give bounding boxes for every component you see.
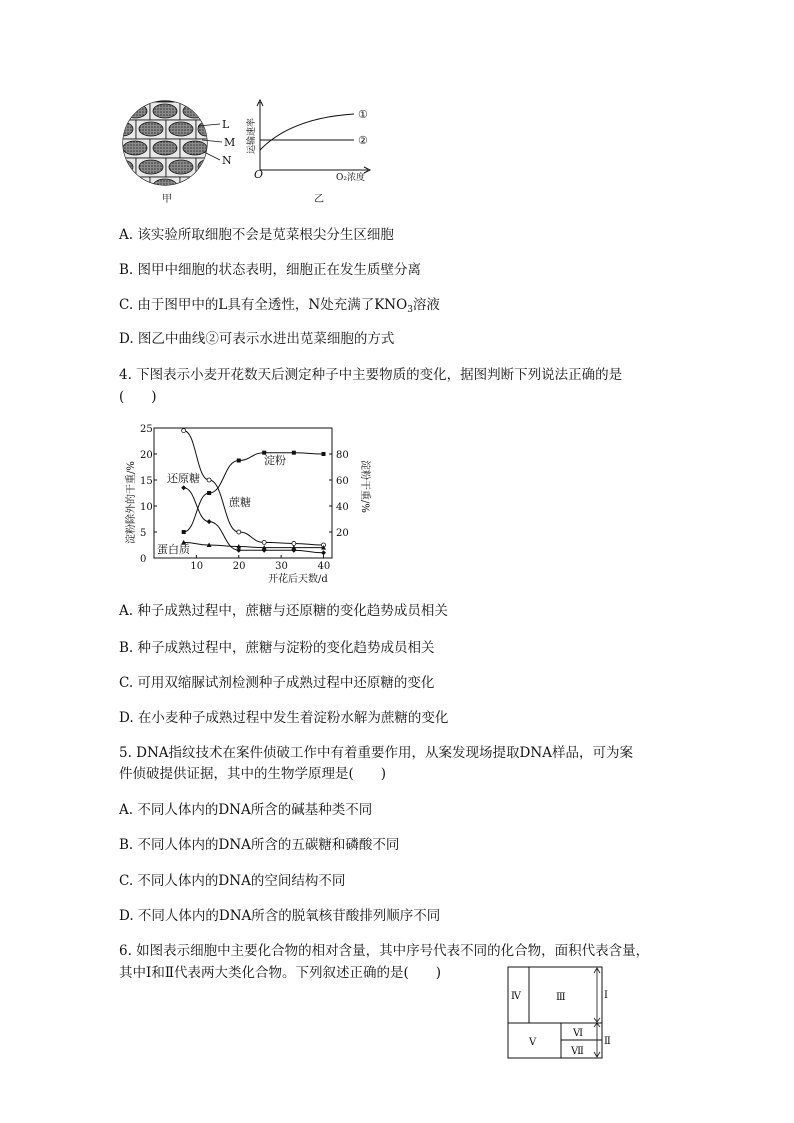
q3-option-a: A. 该实验所取细胞不会是苋菜根尖分生区细胞 <box>119 227 394 243</box>
data-point <box>292 541 296 545</box>
bracket-II: Ⅱ <box>604 1036 611 1047</box>
series-line-2 <box>184 488 324 553</box>
q4-stem: 4. 下图表示小麦开花数天后测定种子中主要物质的变化，据图判断下列说法正确的是 <box>119 367 623 383</box>
region-V: Ⅴ <box>529 1037 537 1048</box>
label-L: L <box>222 118 230 131</box>
region-VII: Ⅶ <box>571 1046 584 1057</box>
chart-ylabel-left: 淀粉除外的干重/% <box>126 461 137 544</box>
series-line-1 <box>184 431 324 545</box>
curve-label-2: ② <box>358 134 368 147</box>
x-tick-label: 30 <box>275 561 288 572</box>
q5-option-c: C. 不同人体内的DNA的空间结构不同 <box>119 873 346 889</box>
figure-jia-cells <box>118 96 243 208</box>
data-point <box>237 459 241 463</box>
q6-stem: 6. 如图表示细胞中主要化合物的相对含量，其中序号代表不同的化合物，面积代表含量， <box>119 943 650 959</box>
q3-option-c <box>119 296 440 319</box>
data-point <box>181 485 186 490</box>
data-point <box>321 550 326 555</box>
data-point <box>262 540 266 544</box>
chart-xlabel: 开花后天数/d <box>268 574 328 585</box>
q4-option-a: A. 种子成熟过程中，蔗糖与还原糖的变化趋势成员相关 <box>119 603 448 619</box>
q4-option-b: B. 种子成熟过程中，蔗糖与淀粉的变化趋势成员相关 <box>119 640 435 656</box>
q6-stem-2: 其中Ⅰ和Ⅱ代表两大类化合物。下列叙述正确的是( ) <box>119 965 442 981</box>
y-left-tick-label: 15 <box>140 476 153 487</box>
data-point <box>207 491 211 495</box>
y-right-tick-label: 40 <box>336 502 349 513</box>
x-tick-label: 10 <box>190 561 204 572</box>
q4-stem-paren: ( ) <box>119 389 157 405</box>
q3-option-c-text: C. 由于图甲中的L具有全透性，N处充满了KNO <box>119 297 408 313</box>
caption-jia: 甲 <box>162 194 172 205</box>
q3-option-b: B. 图甲中细胞的状态表明，细胞正在发生质壁分离 <box>119 262 422 278</box>
figure-yi-transport <box>246 96 386 208</box>
series-label-protein: 蛋白质 <box>157 543 190 556</box>
y-left-tick-label: 20 <box>140 450 153 461</box>
data-point <box>322 452 326 456</box>
q5-option-b: B. 不同人体内的DNA所含的五碳糖和磷酸不同 <box>119 837 400 853</box>
label-M: M <box>224 136 236 149</box>
data-point <box>182 530 186 534</box>
q4-chart <box>118 420 378 590</box>
data-point <box>237 530 241 534</box>
data-point <box>207 478 211 482</box>
q5-stem: 5. DNA指纹技术在案件侦破工作中有着重要作用，从案发现场提取DNA样品，可为案 <box>119 745 633 761</box>
q3-option-d: D. 图乙中曲线②可表示水进出苋菜细胞的方式 <box>119 331 395 347</box>
series-label-reducing-sugar: 还原糖 <box>167 472 200 485</box>
y-left-tick-label: 25 <box>140 424 153 435</box>
chart-ylabel-right: 淀粉干重/% <box>359 460 370 513</box>
y-right-tick-label: 20 <box>336 528 349 539</box>
q5-stem-2: 件侦破提供证据，其中的生物学原理是( ) <box>119 766 387 782</box>
caption-yi: 乙 <box>314 194 324 205</box>
label-N: N <box>222 154 232 167</box>
y-left-tick-label: 5 <box>140 528 147 539</box>
data-point <box>207 519 212 524</box>
q6-area-diagram <box>505 965 623 1062</box>
region-III: Ⅲ <box>556 992 566 1003</box>
q5-option-d: D. 不同人体内的DNA所含的脱氧核苷酸排列顺序不同 <box>119 908 441 924</box>
series-label-sucrose: 蔗糖 <box>229 496 251 509</box>
curve-label-1: ① <box>358 108 368 121</box>
q4-option-c: C. 可用双缩脲试剂检测种子成熟过程中还原糖的变化 <box>119 675 435 691</box>
data-point <box>292 451 296 455</box>
y-right-tick-label: 60 <box>336 476 349 487</box>
region-VI: Ⅵ <box>573 1028 584 1039</box>
y-right-tick-label: 80 <box>336 450 349 461</box>
yi-xlabel: O₂浓度 <box>336 173 365 183</box>
yi-ylabel: 运输速率 <box>247 117 257 154</box>
x-tick-label: 20 <box>232 561 246 572</box>
y-left-tick-label: 10 <box>140 502 153 513</box>
data-point <box>182 429 186 433</box>
q3-option-c-tail: 溶液 <box>412 297 440 313</box>
q3-option-c-subscript: 3 <box>407 305 413 315</box>
x-tick-label: 40 <box>317 561 331 572</box>
q5-option-a: A. 不同人体内的DNA所含的碱基种类不同 <box>119 802 373 818</box>
region-IV: Ⅳ <box>511 991 521 1002</box>
series-label-starch: 淀粉 <box>264 454 286 467</box>
yi-origin: O <box>254 168 264 181</box>
series-line-3 <box>184 542 324 547</box>
bracket-I: Ⅰ <box>604 990 608 1001</box>
q4-option-d: D. 在小麦种子成熟过程中发生着淀粉水解为蔗糖的变化 <box>119 710 449 726</box>
y-left-tick-label: 0 <box>140 554 147 565</box>
